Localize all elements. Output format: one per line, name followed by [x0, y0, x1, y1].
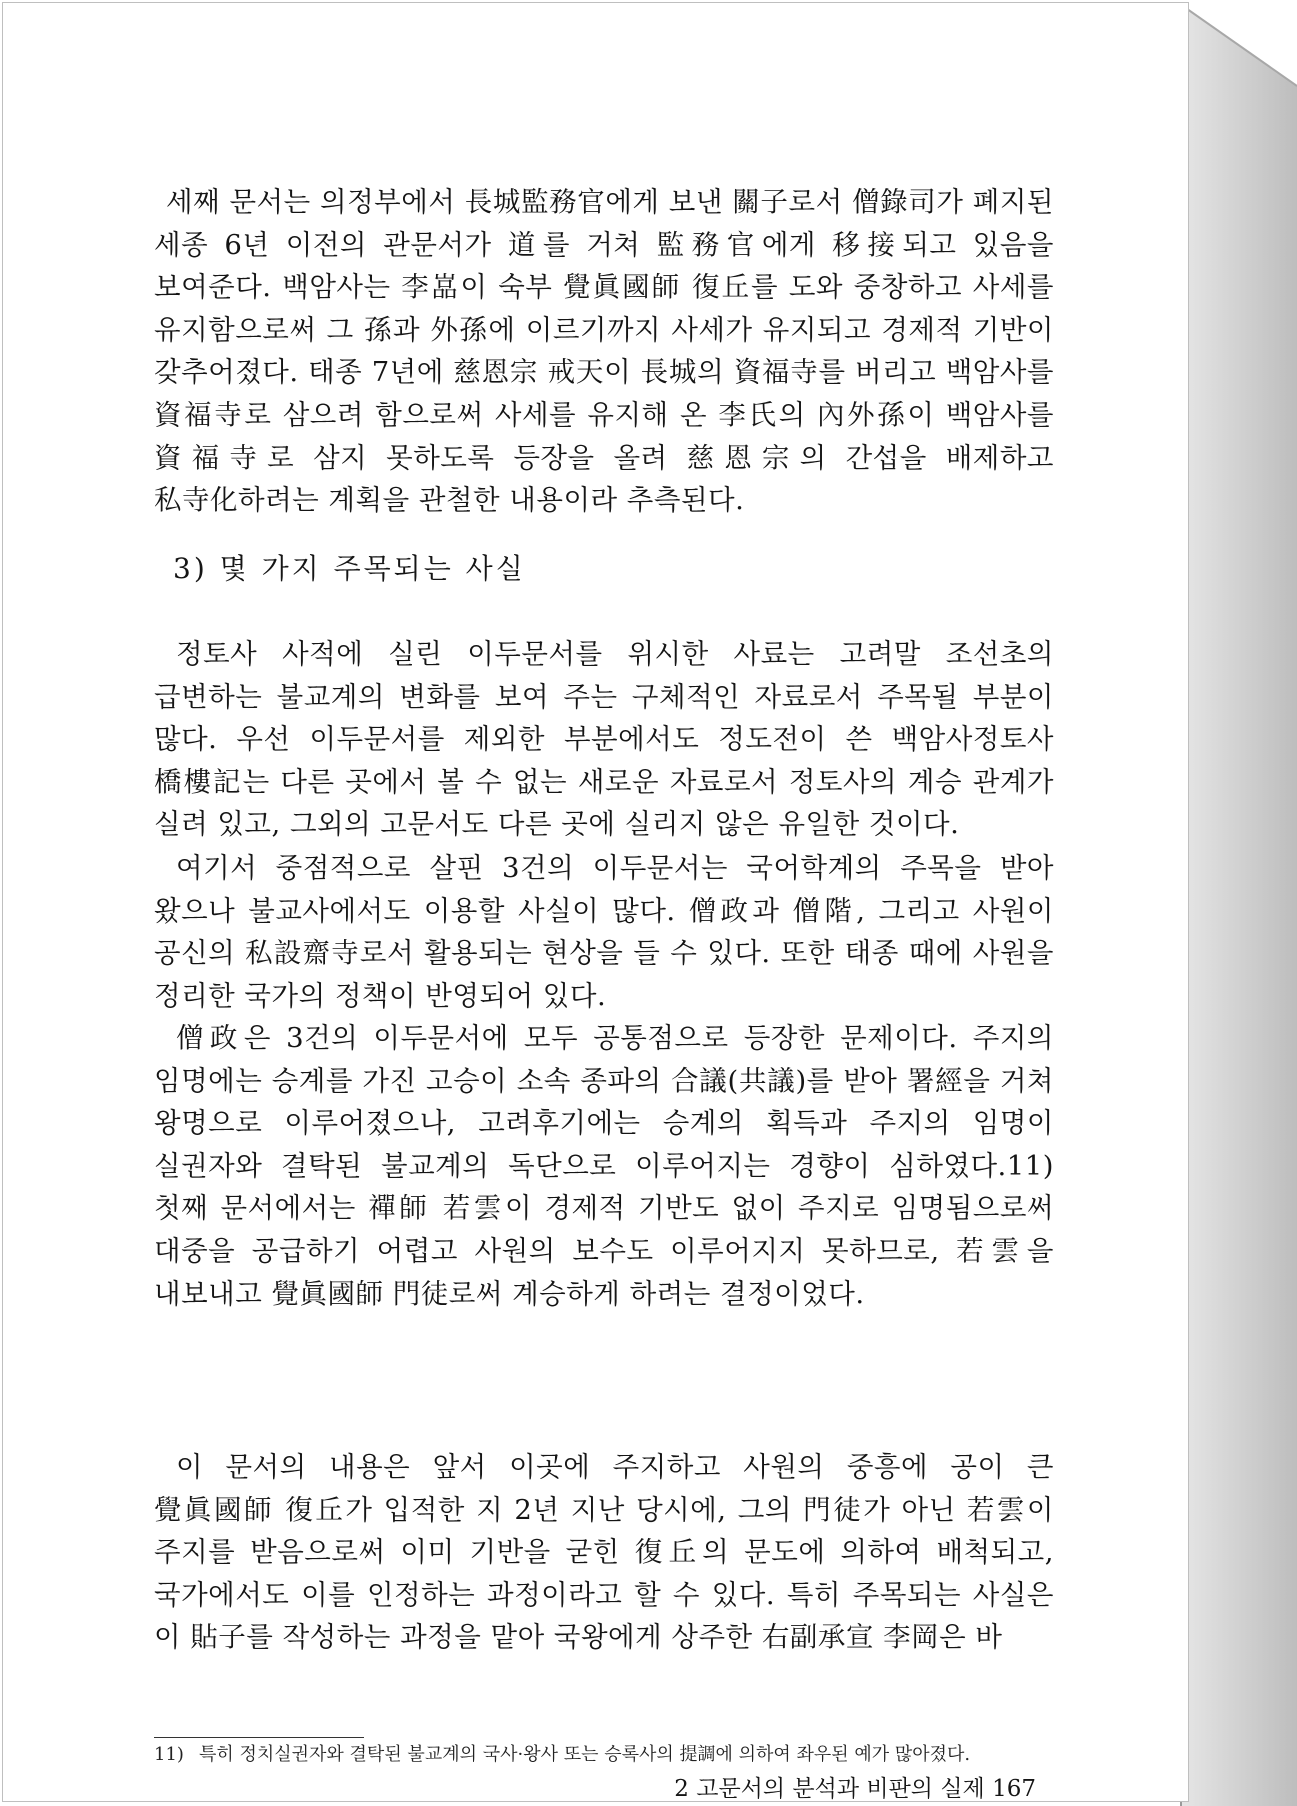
footnote-number: 11) [154, 1744, 184, 1765]
paragraph-idu-documents: 여기서 중점적으로 살핀 3건의 이두문서는 국어학계의 주목을 받아 왔으나 불교사에서도 이용할 사실이 많다. 僧政과 僧階, 그리고 사원이 공신의 私設齋寺로서 활용되는 현상을 들 수 있다. 또한 태종 때에 사원을 정리한 국가의 정책이 반영되어 있다. [154, 852, 1054, 1012]
footnote [154, 1742, 1054, 1768]
paragraph-sources-overview: 정토사 사적에 실린 이두문서를 위시한 사료는 고려말 조선초의 급변하는 불교계의 변화를 보여 주는 구체적인 자료로서 주목될 부분이 많다. 우선 이두문서를 제외한 부분에서도 정도전이 쓴 백암사정토사 橋樓記는 다른 곳에서 볼 수 없는 새로운 자료로서 정토사의 계승 관계가 실려 있고, 그외의 고문서도 다른 곳에 실리지 않은 유일한 것이다. [154, 638, 1054, 841]
book-spine [1180, 0, 1297, 1806]
paragraph-document-content: 이 문서의 내용은 앞서 이곳에 주지하고 사원의 중흥에 공이 큰 覺眞國師 復丘가 입적한 지 2년 지난 당시에, 그의 門徒가 아닌 若雲이 주지를 받음으로써 이미 기반을 굳힌 復丘의 문도에 의하여 배척되고, 국가에서도 이를 인정하는 과정이라고 할 수 있다. 특히 주목되는 사실은 이 貼子를 작성하는 과정을 맡아 국왕에게 상주한 右副承宣 李岡은 바 [154, 1451, 1054, 1654]
paragraph-monk-governance: 僧政은 3건의 이두문서에 모두 공통점으로 등장한 문제이다. 주지의 임명에는 승계를 가진 고승이 소속 종파의 合議(共議)를 받아 署經을 거쳐 왕명으로 이루어졌으나, 고려후기에는 승계의 획득과 주지의 임명이 실권자와 결탁된 불교계의 독단으로 이루어지는 경향이 심하였다.11) 첫째 문서에서는 禪師 若雲이 경제적 기반도 없이 주지로 임명됨으로써 대중을 공급하기 어렵고 사원의 보수도 이루어지지 못하므로, 若雲을 내보내고 覺眞國師 門徒로써 계승하게 하려는 결정이었다. [154, 1022, 1054, 1310]
document-page [2, 2, 1189, 1802]
footnote-text: 특히 정치실권자와 결탁된 불교계의 국사·왕사 또는 승록사의 提調에 의하여 좌우된 예가 많아졌다. [199, 1744, 971, 1765]
footnote-rule [154, 1737, 364, 1738]
section-heading: 3) 몇 가지 주목되는 사실 [173, 552, 526, 585]
running-footer: 2 고문서의 분석과 비판의 실제 167 [674, 1776, 1036, 1802]
paragraph-third-document: 세째 문서는 의정부에서 長城監務官에게 보낸 關子로서 僧錄司가 폐지된 세종 6년 이전의 관문서가 道를 거쳐 監務官에게 移接되고 있음을 보여준다. 백암사는 李嵓이 숙부 覺眞國師 復丘를 도와 중창하고 사세를 유지함으로써 그 孫과 外孫에 이르기까지 사세가 유지되고 경제적 기반이 갖추어졌다. 태종 7년에 慈恩宗 戒天이 長城의 資福寺를 버리고 백암사를 資福寺로 삼으려 함으로써 사세를 유지해 온 李氏의 內外孫이 백암사를 資福寺로 삼지 못하도록 등장을 올려 慈恩宗의 간섭을 배제하고 私寺化하려는 계획을 관철한 내용이라 추측된다. [154, 186, 1054, 517]
